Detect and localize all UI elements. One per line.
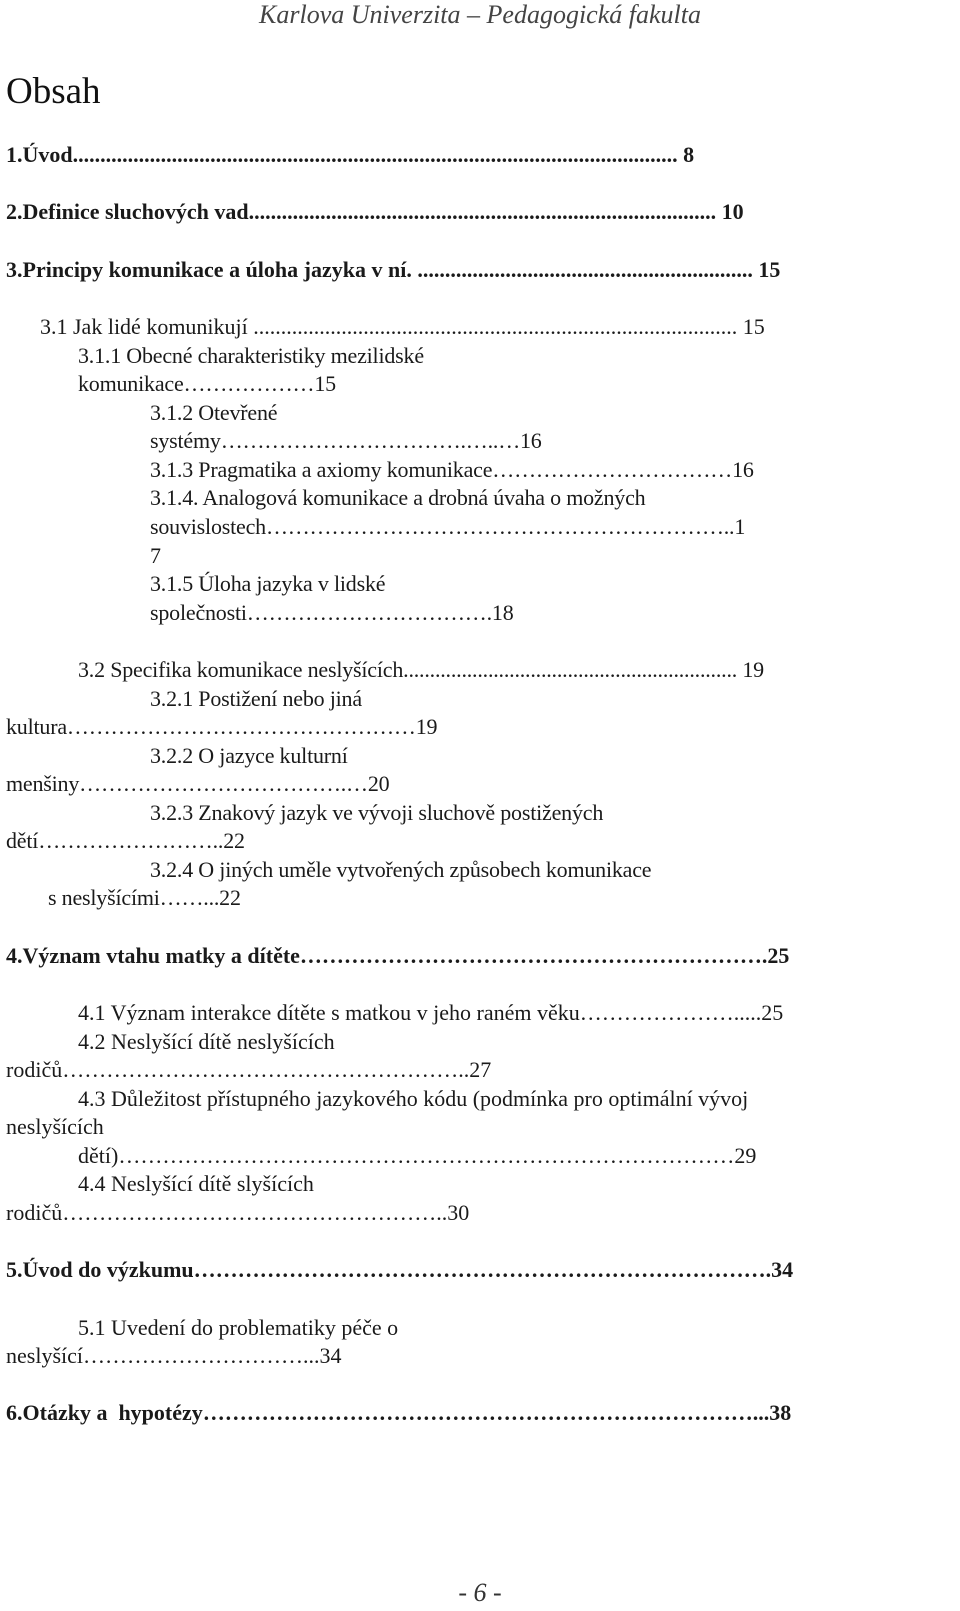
toc-entry-3-2-4: 3.2.4 O jiných uměle vytvořených způsobech komunikace (150, 857, 652, 882)
toc-entry-3-2-2: 3.2.2 O jazyce kulturní (150, 743, 348, 768)
toc-entry-4-2-cont: rodičů………………………………………………..27 (6, 1057, 492, 1082)
toc-entry-4-3-cont2: dětí)…………………………………………………………………………29 (78, 1143, 757, 1168)
page-title: Obsah (6, 71, 101, 112)
toc-entry-4-3: 4.3 Důležitost přístupného jazykového kódu (podmínka pro optimální vývoj (78, 1086, 749, 1111)
toc-entry-3-1-4-cont: souvislostech………………………………………………………..1 (150, 514, 746, 539)
toc-entry-4: 4.Význam vtahu matky a dítěte……………………………………………………….25 (6, 943, 790, 968)
toc-entry-1: 1.Úvod.............................................................................................................. 8 (6, 142, 695, 167)
toc-entry-3-1-5: 3.1.5 Úloha jazyka v lidské (150, 571, 386, 596)
toc-entry-3-1-5-cont: společnosti…………………………….18 (150, 600, 514, 625)
toc-entry-5-1: 5.1 Uvedení do problematiky péče o (78, 1315, 399, 1340)
toc-entry-4-1: 4.1 Význam interakce dítěte s matkou v jeho raném věku………………….....25 (78, 1000, 784, 1025)
toc-entry-3: 3.Principy komunikace a úloha jazyka v ní. ............................................................. 15 (6, 257, 781, 282)
toc-entry-4-4-cont: rodičů……………………………………………..30 (6, 1200, 470, 1225)
toc-entry-2: 2.Definice sluchových vad..................................................................................... 10 (6, 199, 744, 224)
toc-entry-3-2-1-cont: kultura…………………………………………19 (6, 714, 438, 739)
toc-entry-3-1-4-cont2: 7 (150, 543, 161, 568)
toc-entry-3-2-4-cont: s neslyšícími……...22 (48, 885, 241, 910)
toc-entry-3-2-3: 3.2.3 Znakový jazyk ve vývoji sluchově postižených (150, 800, 604, 825)
toc-entry-3-1-2-cont: systémy…………………………….…..…16 (150, 428, 542, 453)
toc-entry-3-1-1-cont: komunikace………………15 (78, 371, 336, 396)
toc-entry-3-1-2: 3.1.2 Otevřené (150, 400, 278, 425)
toc-entry-4-2: 4.2 Neslyšící dítě neslyšících (78, 1029, 335, 1054)
toc-entry-3-2-3-cont: dětí……………………..22 (6, 828, 245, 853)
toc-entry-4-3-cont: neslyšících (6, 1114, 104, 1139)
toc-entry-3-1-3: 3.1.3 Pragmatika a axiomy komunikace……………………………16 (150, 457, 754, 482)
toc-entry-3-2-1: 3.2.1 Postižení nebo jiná (150, 686, 362, 711)
toc-entry-3-2-2-cont: menšiny……………………………….…20 (6, 771, 390, 796)
toc-entry-5-1-cont: neslyšící…………………………...34 (6, 1343, 342, 1368)
toc-entry-3-1-4: 3.1.4. Analogová komunikace a drobná úvaha o možných (150, 485, 646, 510)
toc-entry-6: 6.Otázky a hypotézy…………………………………………………………………...38 (6, 1400, 792, 1425)
toc-entry-5: 5.Úvod do výzkumu…………………………………………………………………….34 (6, 1257, 794, 1282)
toc-entry-4-4: 4.4 Neslyšící dítě slyšících (78, 1171, 314, 1196)
toc-entry-3-2: 3.2 Specifika komunikace neslyšících............................................................... 19 (78, 657, 764, 682)
toc-entry-3-1: 3.1 Jak lidé komunikují ........................................................................................ 15 (40, 314, 765, 339)
page-number: - 6 - (458, 1578, 502, 1607)
running-header: Karlova Univerzita – Pedagogická fakulta (259, 0, 701, 29)
toc-entry-3-1-1: 3.1.1 Obecné charakteristiky mezilidské (78, 343, 424, 368)
